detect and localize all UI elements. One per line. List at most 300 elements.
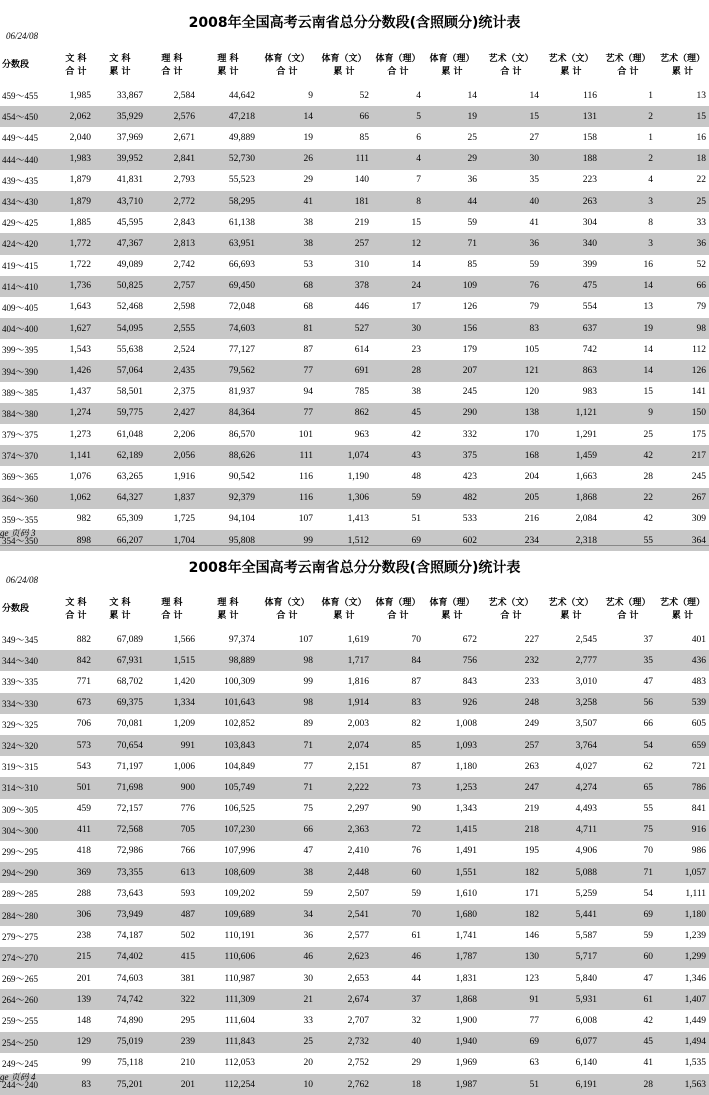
table-cell: 43,710 (94, 191, 146, 212)
table-cell: 4,906 (575, 846, 597, 857)
table-cell: 35,929 (94, 106, 146, 127)
table-cell: 19 (424, 106, 480, 127)
table-cell: 87 (303, 344, 313, 355)
table-cell: 841 (691, 804, 706, 815)
table-cell: 75,201 (94, 1074, 146, 1095)
table-cell: 66,207 (94, 530, 146, 551)
score-range-cell: 394～390 (0, 360, 58, 381)
table-cell: 97,374 (228, 634, 255, 645)
score-range-cell: 339～335 (2, 677, 39, 688)
table-cell: 1,449 (684, 1015, 706, 1026)
table-row (0, 170, 709, 191)
table-cell: 2,541 (316, 904, 372, 925)
table-cell: 87 (411, 676, 421, 687)
table-cell: 109 (424, 276, 480, 297)
table-cell: 69 (600, 904, 656, 925)
table-cell: 48 (411, 471, 421, 482)
table-cell: 16 (643, 260, 653, 271)
column-header (94, 46, 146, 85)
table-cell: 2,507 (347, 888, 369, 899)
table-cell: 72 (372, 820, 424, 841)
table-cell: 2,757 (146, 276, 198, 297)
table-cell: 1,407 (656, 989, 709, 1010)
table-cell: 501 (58, 777, 94, 798)
table-cell: 14 (643, 344, 653, 355)
table-cell: 705 (146, 820, 198, 841)
table-cell: 83 (372, 693, 424, 714)
table-cell: 61 (600, 989, 656, 1010)
table-row (0, 382, 709, 403)
table-cell: 116 (299, 471, 313, 482)
column-header-line1: 艺术（文） (488, 597, 534, 608)
table-cell: 2,375 (173, 387, 195, 398)
score-range-cell: 324～320 (0, 735, 58, 756)
table-cell: 74,187 (116, 931, 143, 942)
table-cell: 98 (656, 318, 709, 339)
table-cell: 418 (76, 846, 91, 857)
table-cell: 614 (354, 344, 369, 355)
score-range-cell: 269～265 (2, 974, 39, 985)
table-cell: 38 (258, 233, 316, 254)
table-cell: 381 (180, 973, 195, 984)
table-cell: 74,890 (116, 1015, 143, 1026)
table-cell: 14 (529, 90, 539, 101)
score-range-cell: 249～245 (2, 1058, 39, 1069)
table-cell: 29 (424, 149, 480, 170)
table-cell: 475 (542, 276, 600, 297)
table-cell: 77 (529, 1015, 539, 1026)
table-cell: 101,643 (198, 693, 258, 714)
table-cell: 116 (258, 488, 316, 509)
column-header-line2: 合 计 (161, 66, 183, 77)
table-cell: 1,346 (684, 973, 706, 984)
table-cell: 121 (480, 360, 542, 381)
table-cell: 126 (462, 302, 477, 313)
table-cell: 69 (372, 530, 424, 551)
table-cell: 6 (416, 132, 421, 143)
score-range-cell: 294～290 (0, 862, 58, 883)
table-cell: 1,914 (316, 693, 372, 714)
table-cell: 401 (691, 634, 706, 645)
table-cell: 1,916 (173, 471, 195, 482)
table-cell: 88,626 (198, 445, 258, 466)
table-cell: 45,595 (116, 217, 143, 228)
table-cell: 5,088 (542, 862, 600, 883)
table-cell: 99 (258, 530, 316, 551)
table-cell: 263 (524, 761, 539, 772)
table-cell: 99 (303, 676, 313, 687)
table-cell: 37 (643, 634, 653, 645)
table-cell: 2,427 (146, 403, 198, 424)
table-cell: 9 (600, 403, 656, 424)
table-cell: 533 (462, 514, 477, 525)
table-cell: 100,309 (224, 676, 255, 687)
table-cell: 2,062 (58, 106, 94, 127)
column-header (656, 46, 709, 85)
table-cell: 238 (76, 931, 91, 942)
table-body (0, 629, 709, 1095)
table-cell: 83 (480, 318, 542, 339)
table-cell: 1,619 (347, 634, 369, 645)
column-header-line2: 合 计 (387, 610, 409, 621)
table-cell: 66 (656, 276, 709, 297)
column-header-line1: 艺术（文） (548, 53, 594, 64)
table-cell: 1,420 (173, 676, 195, 687)
column-header-line2: 累 计 (333, 610, 355, 621)
table-cell: 216 (524, 514, 539, 525)
score-range-cell: 459～455 (2, 91, 39, 102)
table-cell: 98,889 (198, 650, 258, 671)
table-cell: 85 (372, 735, 424, 756)
table-cell: 1,610 (455, 888, 477, 899)
table-cell: 218 (480, 820, 542, 841)
table-cell: 2,318 (542, 530, 600, 551)
table-cell: 263 (542, 191, 600, 212)
table-row (0, 820, 709, 841)
column-header-line1: 理 科 (217, 53, 239, 64)
table-cell: 1,190 (347, 471, 369, 482)
table-cell: 1,816 (347, 676, 369, 687)
column-header (424, 590, 480, 629)
table-cell: 86,570 (228, 429, 255, 440)
table-cell: 69 (480, 1032, 542, 1053)
table-cell: 613 (146, 862, 198, 883)
column-header-line2: 累 计 (109, 66, 131, 77)
table-cell: 55,638 (116, 344, 143, 355)
table-row (0, 339, 709, 360)
table-cell: 54,095 (94, 318, 146, 339)
table-cell: 1,563 (656, 1074, 709, 1095)
score-range-cell: 284～280 (0, 904, 58, 925)
table-cell: 175 (691, 429, 706, 440)
table-cell: 1,868 (542, 488, 600, 509)
table-cell: 364 (656, 530, 709, 551)
table-cell: 1,426 (58, 360, 94, 381)
table-cell: 37 (372, 989, 424, 1010)
table-cell: 20 (303, 1058, 313, 1069)
table-cell: 25 (258, 1032, 316, 1053)
table-cell: 70,654 (94, 735, 146, 756)
table-cell: 1,722 (69, 260, 91, 271)
table-cell: 59 (529, 260, 539, 271)
print-date: 06/24/08 (6, 31, 39, 41)
table-cell: 288 (76, 888, 91, 899)
table-cell: 4,027 (575, 761, 597, 772)
column-header (480, 590, 542, 629)
score-range-cell: 329～325 (2, 719, 39, 730)
table-cell: 309 (691, 514, 706, 525)
table-cell: 6,191 (542, 1074, 600, 1095)
table-cell: 1,334 (146, 693, 198, 714)
table-cell: 1,566 (173, 634, 195, 645)
table-cell: 1,141 (58, 445, 94, 466)
table-cell: 22 (696, 175, 706, 186)
column-header-line1: 体育（理） (375, 597, 421, 608)
table-cell: 1,491 (455, 846, 477, 857)
table-cell: 15 (480, 106, 542, 127)
column-header (198, 46, 258, 85)
column-header-line2: 累 计 (217, 610, 239, 621)
table-cell: 5,840 (575, 973, 597, 984)
table-cell: 99 (81, 1058, 91, 1069)
column-header (58, 590, 94, 629)
table-cell: 2,598 (173, 302, 195, 313)
table-cell: 112,254 (198, 1074, 258, 1095)
table-cell: 2,448 (316, 862, 372, 883)
table-cell: 756 (424, 650, 480, 671)
table-cell: 267 (656, 488, 709, 509)
table-cell: 138 (480, 403, 542, 424)
table-cell: 139 (58, 989, 94, 1010)
table-cell: 68 (258, 276, 316, 297)
table-cell: 85 (467, 260, 477, 271)
table-cell: 73,355 (94, 862, 146, 883)
table-row (0, 466, 709, 487)
table-cell: 19 (303, 132, 313, 143)
table-cell: 66 (643, 719, 653, 730)
score-range-cell: 439～435 (2, 175, 39, 186)
table-row (0, 233, 709, 254)
table-cell: 1,111 (685, 888, 706, 899)
column-header-line2: 累 计 (333, 66, 355, 77)
table-cell: 116 (583, 90, 597, 101)
column-header (258, 46, 316, 85)
column-header-line1: 理 科 (217, 597, 239, 608)
table-cell: 79,562 (198, 360, 258, 381)
score-table (0, 590, 709, 1095)
score-range-cell: 424～420 (0, 233, 58, 254)
page-footer: ge 页码 4 (0, 1072, 36, 1082)
table-cell: 18 (656, 149, 709, 170)
table-cell: 52,468 (116, 302, 143, 313)
table-cell: 69,450 (198, 276, 258, 297)
table-cell: 543 (76, 761, 91, 772)
table-cell: 182 (480, 904, 542, 925)
score-range-cell: 254～250 (0, 1032, 58, 1053)
table-cell: 1,121 (542, 403, 600, 424)
table-cell: 63 (529, 1058, 539, 1069)
table-cell: 201 (146, 1074, 198, 1095)
score-range-cell: 414～410 (0, 276, 58, 297)
table-cell: 33 (696, 217, 706, 228)
table-cell: 146 (524, 931, 539, 942)
table-cell: 411 (58, 820, 94, 841)
table-cell: 3 (600, 191, 656, 212)
column-header-line1: 艺术（理） (605, 597, 651, 608)
table-cell: 47,367 (94, 233, 146, 254)
column-header (656, 590, 709, 629)
table-cell: 3,764 (542, 735, 600, 756)
table-row (0, 255, 709, 276)
column-header-line2: 累 计 (560, 610, 582, 621)
table-cell: 5 (372, 106, 424, 127)
table-cell: 59,775 (94, 403, 146, 424)
table-cell: 602 (424, 530, 480, 551)
table-cell: 107,996 (224, 846, 255, 857)
table-cell: 41 (258, 191, 316, 212)
table-cell: 44 (411, 973, 421, 984)
score-table (0, 46, 709, 551)
table-cell: 304 (582, 217, 597, 228)
table-cell: 56 (600, 693, 656, 714)
table-row (0, 191, 709, 212)
table-cell: 1,253 (424, 777, 480, 798)
table-cell: 2,841 (146, 149, 198, 170)
column-header-line2: 累 计 (560, 66, 582, 77)
table-cell: 16 (696, 132, 706, 143)
table-cell: 58,501 (116, 387, 143, 398)
column-header-line2: 合 计 (500, 66, 522, 77)
table-cell: 54 (600, 735, 656, 756)
table-cell: 706 (76, 719, 91, 730)
table-cell: 103,843 (198, 735, 258, 756)
table-cell: 41 (643, 1058, 653, 1069)
table-cell: 2,576 (146, 106, 198, 127)
table-header (0, 590, 709, 629)
table-cell: 66 (258, 820, 316, 841)
table-cell: 36 (303, 931, 313, 942)
table-body (0, 85, 709, 551)
table-cell: 205 (480, 488, 542, 509)
table-cell: 3,507 (575, 719, 597, 730)
table-cell: 5,441 (542, 904, 600, 925)
table-cell: 1,074 (316, 445, 372, 466)
table-cell: 539 (656, 693, 709, 714)
table-cell: 24 (372, 276, 424, 297)
column-header-line2: 合 计 (617, 66, 639, 77)
table-cell: 110,987 (224, 973, 255, 984)
table-row (0, 403, 709, 424)
table-cell: 35 (600, 650, 656, 671)
table-cell: 1,535 (684, 1058, 706, 1069)
table-cell: 71 (600, 862, 656, 883)
table-cell: 2,206 (173, 429, 195, 440)
table-cell: 1,515 (146, 650, 198, 671)
table-cell: 10 (258, 1074, 316, 1095)
table-cell: 1,057 (656, 862, 709, 883)
column-header-line1: 文 科 (109, 597, 131, 608)
table-cell: 1,512 (316, 530, 372, 551)
table-cell: 1,062 (58, 488, 94, 509)
score-range-cell: 304～300 (0, 820, 58, 841)
table-cell: 129 (58, 1032, 94, 1053)
table-cell: 77 (258, 360, 316, 381)
table-cell: 110,606 (198, 947, 258, 968)
table-cell: 123 (524, 973, 539, 984)
table-row (0, 127, 709, 148)
column-header (94, 590, 146, 629)
table-cell: 219 (524, 804, 539, 815)
table-cell: 69,375 (94, 693, 146, 714)
table-cell: 2,653 (347, 973, 369, 984)
column-header (258, 590, 316, 629)
table-cell: 43 (372, 445, 424, 466)
table-cell: 2,707 (347, 1015, 369, 1026)
table-cell: 593 (180, 888, 195, 899)
score-range-cell: 349～345 (2, 635, 39, 646)
table-cell: 4,274 (542, 777, 600, 798)
table-cell: 378 (316, 276, 372, 297)
score-range-cell: 309～305 (2, 804, 39, 815)
print-date: 06/24/08 (6, 575, 39, 585)
table-cell: 70,081 (116, 719, 143, 730)
column-header-line1: 艺术（文） (548, 597, 594, 608)
table-cell: 14 (467, 90, 477, 101)
table-cell: 42 (643, 514, 653, 525)
table-cell: 982 (76, 514, 91, 525)
table-cell: 1,900 (455, 1015, 477, 1026)
table-cell: 71 (258, 735, 316, 756)
table-cell: 35 (529, 175, 539, 186)
table-cell: 1,180 (656, 904, 709, 925)
column-header (600, 46, 656, 85)
column-header-line1: 文 科 (65, 53, 87, 64)
table-cell: 842 (58, 650, 94, 671)
table-row (0, 926, 709, 947)
table-cell: 98 (258, 650, 316, 671)
table-cell: 204 (524, 471, 539, 482)
table-cell: 8 (648, 217, 653, 228)
table-cell: 28 (372, 360, 424, 381)
table-cell: 210 (180, 1058, 195, 1069)
table-cell: 1,879 (58, 191, 94, 212)
column-header-line1: 艺术（文） (488, 53, 534, 64)
table-cell: 1,306 (316, 488, 372, 509)
table-cell: 487 (146, 904, 198, 925)
score-range-cell: 289～285 (2, 889, 39, 900)
table-cell: 1,008 (455, 719, 477, 730)
column-header-line1: 艺术（理） (605, 53, 651, 64)
table-cell: 201 (76, 973, 91, 984)
table-cell: 1,180 (455, 761, 477, 772)
table-cell: 62 (643, 761, 653, 772)
table-cell: 2,524 (173, 344, 195, 355)
table-cell: 1,643 (69, 302, 91, 313)
table-cell: 5,587 (575, 931, 597, 942)
table-cell: 49,889 (228, 132, 255, 143)
table-row (0, 1053, 709, 1074)
table-cell: 2,003 (347, 719, 369, 730)
column-header (0, 46, 58, 85)
table-row (0, 756, 709, 777)
table-cell: 29 (411, 1058, 421, 1069)
table-cell: 340 (542, 233, 600, 254)
table-cell: 67,089 (116, 634, 143, 645)
column-header-line2: 累 计 (109, 610, 131, 621)
column-header-line1: 体育（理） (375, 53, 421, 64)
column-header-line2: 累 计 (441, 610, 463, 621)
table-cell: 112 (692, 344, 706, 355)
table-cell: 637 (542, 318, 600, 339)
table-cell: 75 (600, 820, 656, 841)
table-row (0, 883, 709, 904)
table-cell: 15 (411, 217, 421, 228)
table-cell: 91 (480, 989, 542, 1010)
column-header (600, 590, 656, 629)
table-cell: 179 (462, 344, 477, 355)
table-cell: 245 (462, 387, 477, 398)
table-cell: 502 (180, 931, 195, 942)
table-cell: 62,189 (94, 445, 146, 466)
table-cell: 2,222 (316, 777, 372, 798)
table-row (0, 1074, 709, 1095)
table-cell: 46 (372, 947, 424, 968)
score-range-cell: 319～315 (2, 762, 39, 773)
table-cell: 74,402 (94, 947, 146, 968)
table-cell: 188 (542, 149, 600, 170)
table-cell: 68,702 (116, 676, 143, 687)
table-cell: 672 (462, 634, 477, 645)
